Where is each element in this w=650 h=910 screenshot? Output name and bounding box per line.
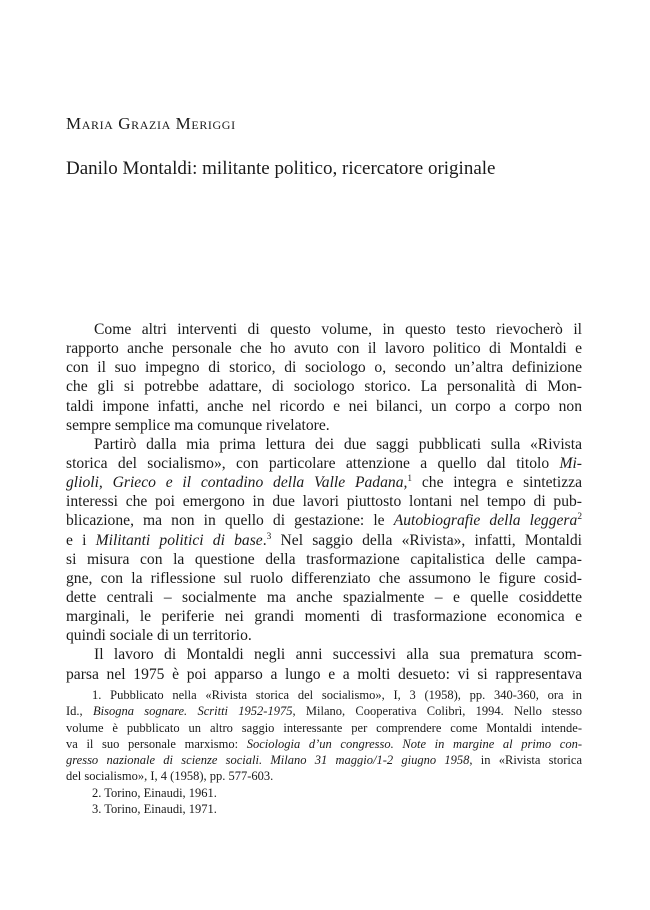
body-line: dette centrali – socialmente ma anche spazialmente – e quelle cosiddette xyxy=(66,588,582,606)
body-line xyxy=(66,473,582,492)
italic-title: Sociologia d’un congresso. Note in margine al primo con- xyxy=(246,736,582,751)
body-line xyxy=(66,511,582,530)
body-line: taldi impone infatti, anche nel ricordo e nei bilanci, un corpo a corpo non xyxy=(66,397,582,415)
body-line: marginali, le periferie nei grandi momenti di trasformazione economica e xyxy=(66,608,582,626)
body-line: Partirò dalla mia prima lettura dei due saggi pubblicati sulla «Rivista xyxy=(94,435,582,453)
italic-title: Mi- xyxy=(559,454,582,472)
body-text-span: . xyxy=(262,531,267,549)
body-line: Come altri interventi di questo volume, in questo testo rievocherò il xyxy=(94,321,582,338)
footnotes xyxy=(66,687,582,817)
footnote-ref[interactable]: 1 xyxy=(407,473,413,484)
italic-title: Militanti politici di base xyxy=(95,531,263,549)
footnote-line xyxy=(66,752,582,768)
body-line: sempre semplice ma comunque rivelatore. xyxy=(66,416,330,434)
body-line: parsa nel 1975 è poi apparso a lungo e a molti desueto: vi si rappresentava xyxy=(66,665,582,683)
footnote-text-span: va il suo personale marxismo: xyxy=(66,736,239,751)
italic-title: gresso nazionale di scienze sociali. Milano 31 maggio/1-2 giugno 1958 xyxy=(66,753,470,768)
body-text-span: storica del socialismo», con particolare attenzione a quello dal titolo xyxy=(66,454,550,472)
body-text-span: e i xyxy=(66,531,87,549)
footnote-ref[interactable]: 2 xyxy=(577,512,582,523)
body-line: si misura con la questione della trasformazione capitalistica delle campa- xyxy=(66,550,582,568)
footnote-text-span: , in «Rivista storica xyxy=(469,753,582,768)
footnote-line: del socialismo», I, 4 (1958), pp. 577-603. xyxy=(66,769,274,784)
body-text-span: Nel saggio della «Rivista», infatti, Montaldi xyxy=(280,531,583,549)
italic-title: glioli, Grieco e il contadino della Valle Padana, xyxy=(66,474,408,492)
footnote-line xyxy=(66,703,582,719)
footnote-line: 2. Torino, Einaudi, 1961. xyxy=(92,785,217,800)
chapter-title: Danilo Montaldi: militante politico, ricercatore originale xyxy=(66,158,496,179)
body-line: Il lavoro di Montaldi negli anni successivi alla sua prematura scom- xyxy=(94,646,582,664)
footnote-text-span: Id., xyxy=(66,704,83,719)
body-line: interessi che poi emergono in due lavori piuttosto lontani nel tempo di pub- xyxy=(66,493,582,511)
body-line: gne, con la riflessione sul ruolo differenziato che assumono le figure cosid- xyxy=(66,569,582,587)
author-name: Maria Grazia Meriggi xyxy=(66,114,236,133)
body-text xyxy=(66,320,582,684)
italic-title: Autobiografie della leggera xyxy=(393,512,578,530)
footnote-line: 1. Pubblicato nella «Rivista storica del socialismo», I, 3 (1958), pp. 340-360, ora in xyxy=(92,688,582,702)
body-line: che gli si potrebbe adattare, di sociologo storico. La personalità di Mon- xyxy=(66,378,582,396)
body-line: con il suo impegno di storico, di sociologo o, secondo un’altra definizione xyxy=(66,359,582,377)
body-line xyxy=(66,454,582,473)
body-text-span: blicazione, ma non in quello di gestazione: le xyxy=(66,512,385,530)
footnote-line xyxy=(66,736,582,752)
italic-title: Bisogna sognare. Scritti 1952-1975 xyxy=(92,704,293,719)
footnote-line: 3. Torino, Einaudi, 1971. xyxy=(92,802,217,817)
footnote-ref[interactable]: 3 xyxy=(266,531,272,542)
body-text-span: che integra e sintetizza xyxy=(421,474,582,492)
body-line: quindi sociale di un territorio. xyxy=(66,627,252,645)
body-line xyxy=(66,531,582,550)
footnote-text-span: , Milano, Cooperativa Colibrì, 1994. Nello stesso xyxy=(292,704,582,719)
body-line: rapporto anche personale che ho avuto con il lavoro politico di Montaldi e xyxy=(66,340,582,358)
footnote-line: volume è pubblicato un altro saggio interessante per comprendere come Montaldi intende- xyxy=(66,720,582,735)
